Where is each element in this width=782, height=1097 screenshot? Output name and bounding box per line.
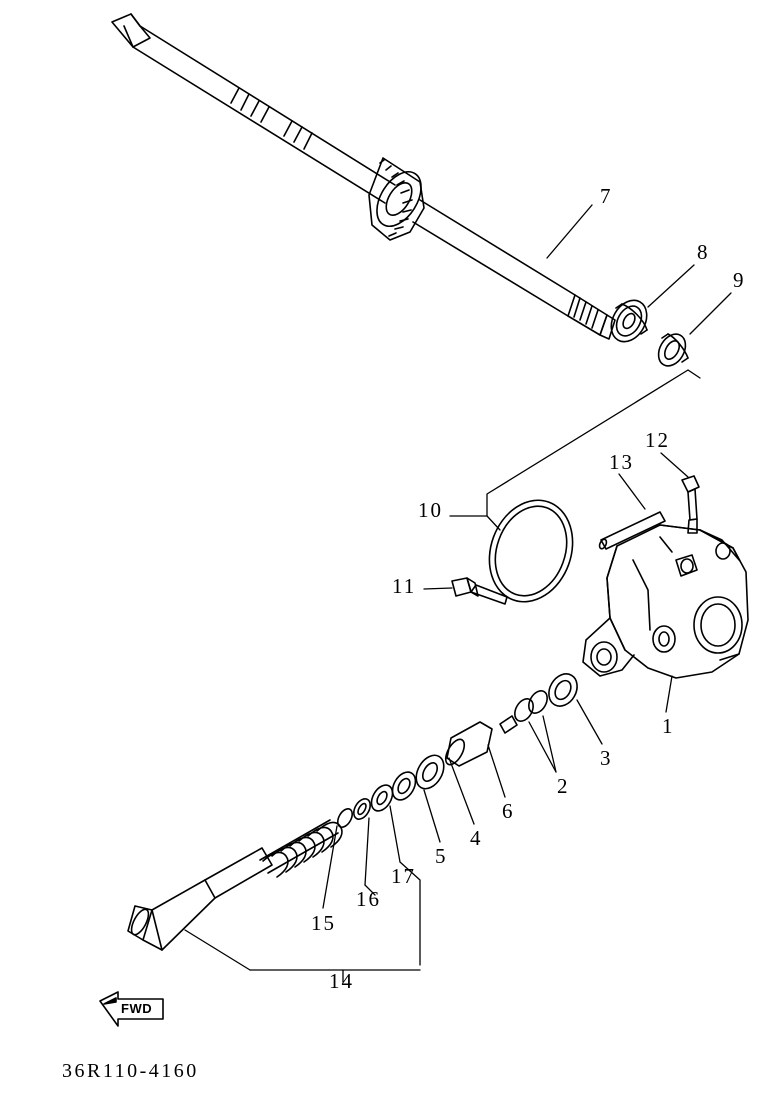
axle-shaft — [112, 14, 615, 339]
leader-lines — [185, 205, 731, 982]
callout-4: 4 — [470, 826, 483, 850]
callout-14: 14 — [329, 969, 354, 993]
piston-assembly — [335, 669, 583, 830]
callout-16: 16 — [356, 887, 381, 911]
callout-5: 5 — [435, 844, 448, 868]
callout-9: 9 — [733, 268, 746, 292]
callout-1: 1 — [662, 714, 675, 738]
fwd-label: FWD — [121, 1001, 153, 1016]
callout-17: 17 — [391, 864, 416, 888]
seal-9 — [653, 329, 691, 370]
callout-3: 3 — [600, 746, 613, 770]
callout-2: 2 — [557, 774, 570, 798]
callout-8: 8 — [697, 240, 710, 264]
callout-6: 6 — [502, 799, 515, 823]
bleed-screw-12 — [682, 476, 699, 533]
callout-12: 12 — [645, 428, 670, 452]
callout-7: 7 — [600, 184, 613, 208]
diagram-part-number: 36R110-4160 — [62, 1060, 199, 1082]
pin-13 — [598, 512, 665, 550]
bearing-8 — [604, 294, 654, 348]
o-ring-10 — [476, 488, 587, 613]
callout-15: 15 — [311, 911, 336, 935]
callout-13: 13 — [609, 450, 634, 474]
spring-and-rod-14 — [128, 820, 342, 950]
callout-10: 10 — [418, 498, 443, 522]
callout-11: 11 — [392, 574, 417, 598]
bolt-11 — [452, 578, 507, 604]
